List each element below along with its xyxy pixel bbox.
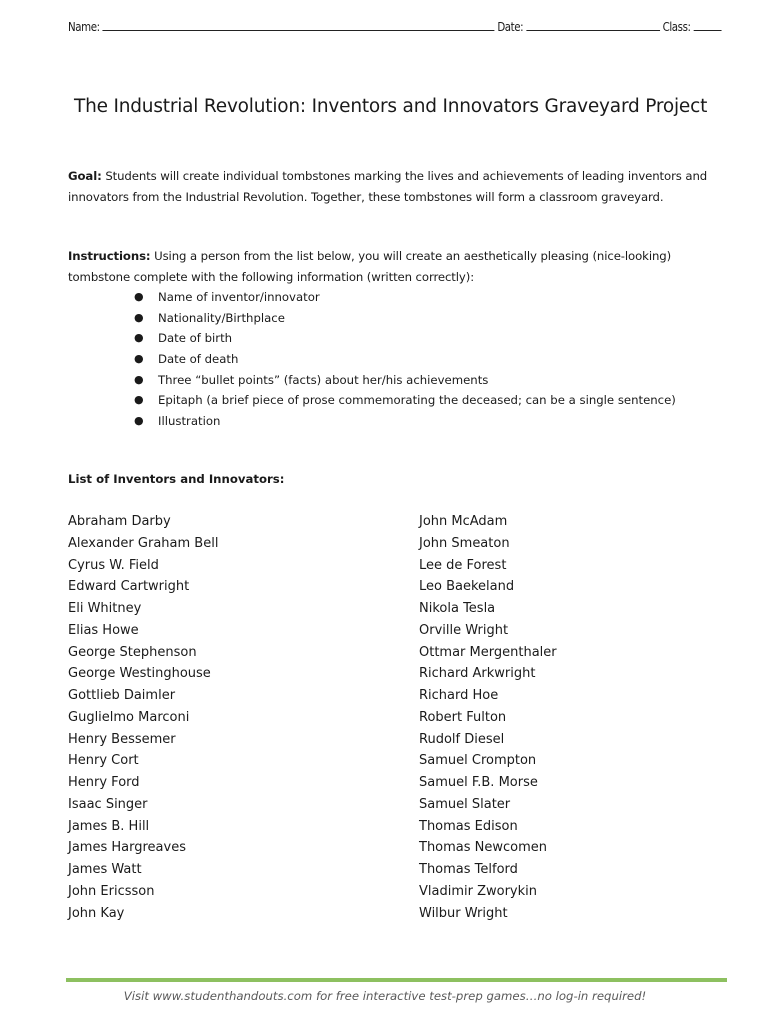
- requirement-item: ● Nationality/Birthplace: [134, 308, 676, 329]
- header-fields: [68, 18, 691, 34]
- inventor-name: Elias Howe: [68, 622, 139, 638]
- instructions-paragraph: [68, 246, 718, 287]
- inventor-name: Edward Cartwright: [68, 579, 190, 595]
- list-heading: List of Inventors and Innovators:: [68, 472, 285, 486]
- goal-label: Goal:: [68, 169, 102, 183]
- inventor-name: Wilbur Wright: [419, 905, 508, 921]
- requirement-item: ● Date of death: [134, 349, 676, 370]
- goal-text: Students will create individual tombstones marking the lives and achievements of leading inventors and innovators from the Industrial Revolution. Together, these tombstones will form a classroom graveyard.: [68, 169, 708, 204]
- inventor-name: John Ericsson: [68, 883, 155, 899]
- inventor-name: Eli Whitney: [68, 601, 142, 616]
- footer-divider: [66, 978, 727, 982]
- inventor-name: George Stephenson: [68, 644, 197, 660]
- inventor-name: Rudolf Diesel: [419, 731, 505, 747]
- inventor-name: Richard Arkwright: [419, 666, 536, 682]
- requirement-item: ● Illustration: [134, 411, 676, 432]
- name-label: Name:: [68, 19, 100, 34]
- bullet-icon: ●: [134, 414, 144, 428]
- inventor-name: James B. Hill: [68, 818, 150, 834]
- inventor-name: Alexander Graham Bell: [68, 535, 219, 551]
- bullet-icon: ●: [134, 331, 144, 345]
- inventor-name: Lee de Forest: [419, 557, 507, 573]
- bullet-icon: ●: [134, 310, 144, 324]
- inventor-name: James Hargreaves: [68, 840, 186, 856]
- inventor-name: Samuel Crompton: [419, 753, 537, 769]
- inventors-list-left: [68, 511, 218, 924]
- inventor-name: Henry Bessemer: [68, 731, 176, 747]
- inventor-name: Ottmar Mergenthaler: [419, 644, 557, 660]
- inventor-name: John Smeaton: [419, 535, 510, 551]
- inventor-name: Samuel F.B. Morse: [419, 775, 538, 790]
- requirements-list: [134, 287, 676, 432]
- inventor-name: Cyrus W. Field: [68, 557, 159, 573]
- inventor-name: Richard Hoe: [419, 688, 499, 703]
- inventor-name: Samuel Slater: [419, 796, 511, 812]
- inventor-name: James Watt: [68, 862, 142, 877]
- goal-paragraph: [68, 166, 718, 207]
- inventor-name: Henry Cort: [68, 753, 139, 769]
- requirement-item: ● Name of inventor/innovator: [134, 287, 676, 308]
- requirement-item: ● Epitaph (a brief piece of prose commemorating the deceased; can be a single sentence): [134, 390, 676, 411]
- inventor-name: Henry Ford: [68, 775, 140, 790]
- inventor-name: Robert Fulton: [419, 709, 507, 725]
- inventor-name: Abraham Darby: [68, 514, 171, 529]
- class-label: Class:: [662, 19, 691, 34]
- inventor-name: Vladimir Zworykin: [419, 883, 537, 899]
- class-field[interactable]: [693, 18, 721, 31]
- inventor-name: Thomas Telford: [419, 862, 518, 877]
- inventor-name: Thomas Newcomen: [419, 840, 548, 856]
- instructions-label: Instructions:: [68, 249, 151, 263]
- inventor-name: John McAdam: [419, 514, 508, 529]
- requirement-item: ● Date of birth: [134, 328, 676, 349]
- requirement-item: ● Three “bullet points” (facts) about her/his achievements: [134, 370, 676, 391]
- name-field[interactable]: [103, 18, 495, 31]
- inventor-name: Thomas Edison: [419, 818, 518, 834]
- inventor-name: John Kay: [68, 905, 125, 921]
- inventor-name: George Westinghouse: [68, 666, 211, 682]
- inventor-name: Guglielmo Marconi: [68, 709, 190, 725]
- page-title: The Industrial Revolution: Inventors and Innovators Graveyard Project: [74, 96, 708, 117]
- footer-note: Visit www.studenthandouts.com for free interactive test-prep games…no log-in required!: [123, 989, 647, 1003]
- bullet-icon: ●: [134, 290, 144, 303]
- inventor-name: Leo Baekeland: [419, 579, 515, 595]
- inventors-list-right: [419, 511, 557, 924]
- bullet-icon: ●: [134, 372, 144, 386]
- date-field[interactable]: [526, 18, 660, 31]
- inventor-name: Nikola Tesla: [419, 601, 496, 616]
- inventor-name: Orville Wright: [419, 622, 509, 638]
- date-label: Date:: [497, 19, 524, 34]
- inventor-name: Gottlieb Daimler: [68, 688, 176, 703]
- instructions-text: Using a person from the list below, you will create an aesthetically pleasing (nice-looking) tombstone complete with the following information (written correctly):: [68, 249, 672, 284]
- inventor-name: Isaac Singer: [68, 796, 148, 812]
- bullet-icon: ●: [134, 352, 144, 366]
- bullet-icon: ●: [134, 393, 144, 407]
